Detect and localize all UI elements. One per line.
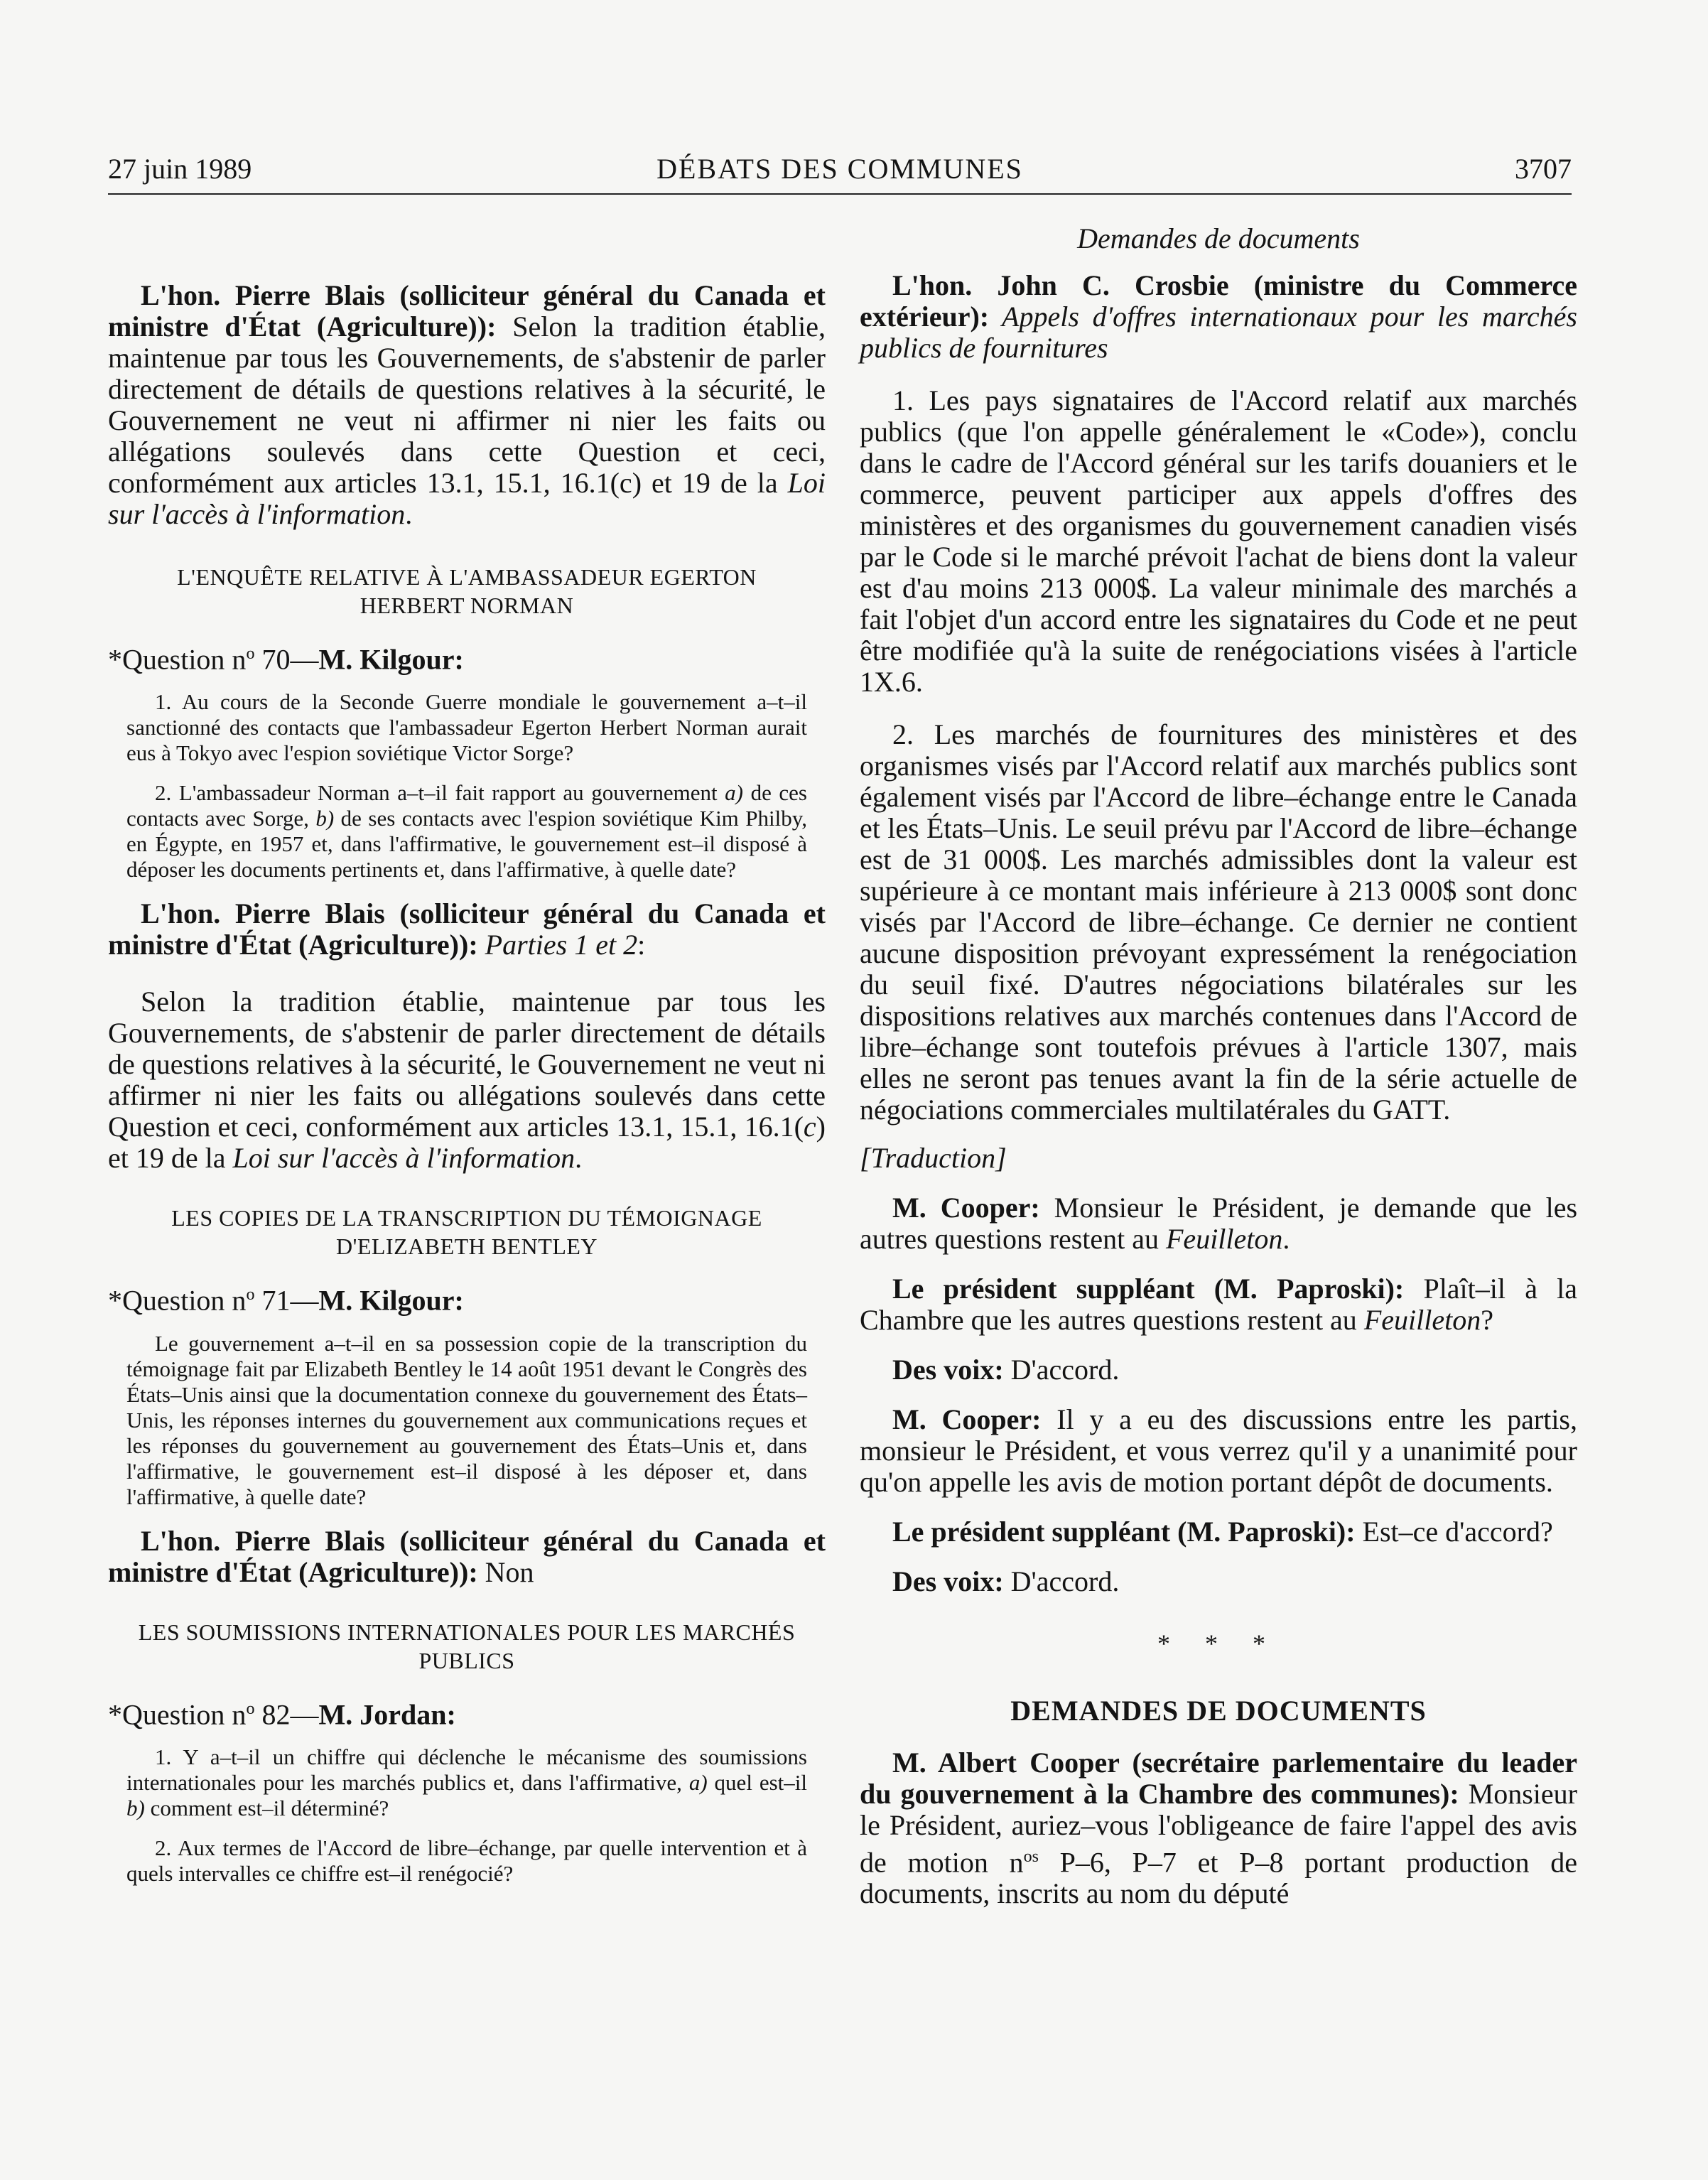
question-70-item-1: 1. Au cours de la Seconde Guerre mondiale le gouvernement a–t–il sanctionné des contacts que l'ambassadeur Egerton Herbert Norman aurait eus à Tokyo avec l'espion soviétique Victor Sorge?: [126, 689, 807, 766]
paragraph-cooper-1: M. Cooper: Monsieur le Président, je demande que les autres questions restent au Feuilleton.: [860, 1192, 1578, 1255]
paragraph-blais-answer: L'hon. Pierre Blais (solliciteur général du Canada et ministre d'État (Agriculture)): Selon la tradition établie, maintenue par tous les Gouvernements, de s'abstenir de parler directement de détails de questions relatives à la sécurité, le Gouvernement ne veut ni affirmer ni nier les faits ou allégations soulevés dans cette Question et ceci, conformément aux articles 13.1, 15.1, 16.1(c) et 19 de la Loi sur l'accès à l'information.: [108, 279, 826, 530]
left-column: [108, 220, 826, 1887]
page-number: 3707: [1515, 153, 1572, 185]
header-title: DÉBATS DES COMMUNES: [656, 153, 1023, 185]
question-82-heading: *Question $n^o$ 82—M. Jordan:: [108, 1698, 456, 1730]
speaker: L'hon. Pierre Blais (solliciteur général du Canada et ministre d'État (Agriculture)):: [108, 279, 826, 342]
question-70-item-2: 2. L'ambassadeur Norman a–t–il fait rapport au gouvernement a) de ces contacts avec Sorge, b) de ses contacts avec l'espion soviétique Kim Philby, en Égypte, en 1957 et, dans l'affirmative, le gouvernement est–il disposé à déposer les documents pertinents et, dans l'affirmative, à quelle date?: [126, 780, 807, 883]
paragraph-president-1: Le président suppléant (M. Paproski): Plaît–il à la Chambre que les autres questions restent au Feuilleton?: [860, 1273, 1578, 1336]
header-date: 27 juin 1989: [108, 153, 252, 185]
section-heading-norman: L'ENQUÊTE RELATIVE À L'AMBASSADEUR EGERTON HERBERT NORMAN: [177, 564, 757, 618]
paragraph-security-tradition: Selon la tradition établie, maintenue par tous les Gouvernements, de s'abstenir de parler directement de détails de questions relatives à la sécurité, le Gouvernement ne veut ni affirmer ni nier les faits ou allégations soulevés dans cette Question et ceci, conformément aux articles 13.1, 15.1, 16.1(c) et 19 de la Loi sur l'accès à l'information.: [108, 986, 826, 1175]
section-title-demandes: DEMANDES DE DOCUMENTS: [1010, 1695, 1427, 1727]
paragraph-blais-parts: L'hon. Pierre Blais (solliciteur général du Canada et ministre d'État (Agriculture)): Parties 1 et 2:: [108, 897, 826, 961]
question-82-item-1: 1. Y a–t–il un chiffre qui déclenche le mécanisme des soumissions internationales pour les marchés publics et, dans l'affirmative, a) quel est–il b) comment est–il déterminé?: [126, 1744, 807, 1820]
section-heading-bentley: LES COPIES DE LA TRANSCRIPTION DU TÉMOIGNAGE D'ELIZABETH BENTLEY: [171, 1205, 762, 1260]
paragraph-president-2: Le président suppléant (M. Paproski): Est–ce d'accord?: [892, 1516, 1553, 1548]
page-header: [108, 149, 1572, 195]
paragraph-cooper-2: M. Cooper: Il y a eu des discussions entre les partis, monsieur le Président, et vous verrez qu'il y a unanimité pour qu'on appelle les avis de motion portant dépôt de documents.: [860, 1403, 1577, 1498]
paragraph-blais-non: L'hon. Pierre Blais (solliciteur général du Canada et ministre d'État (Agriculture)): Non: [108, 1524, 826, 1588]
paragraph-voix-1: Des voix: D'accord.: [892, 1354, 1120, 1386]
section-separator: * * *: [1157, 1629, 1280, 1658]
subheading-demandes: Demandes de documents: [1077, 222, 1360, 254]
traduction-note: [Traduction]: [860, 1142, 1007, 1174]
paragraph-albert-cooper: M. Albert Cooper (secrétaire parlementaire du leader du gouvernement à la Chambre des communes): Monsieur le Président, auriez–vous l'obligeance de faire l'appel des avis de motion $n^{os}$ P–6, P–7 et P–8 portant production de documents, inscrits au nom du député: [860, 1747, 1577, 1910]
paragraph-code-2: 2. Les marchés de fournitures des ministères et des organismes visés par l'Accord relatif aux marchés publics sont également visés par l'Accord de libre–échange entre le Canada et les États–Unis. Le seuil prévu par l'Accord de libre–échange est de 31 000$. Les marchés admissibles dont la valeur est supérieure à ce montant mais inférieure à 213 000$ sont donc visés par l'Accord de libre–échange. Ce dernier ne contient aucune disposition prévoyant expressément la renégociation du seuil fixé. D'autres négociations bilatérales sur les dispositions relatives aux marchés contenues dans l'Accord de libre–échange sont toutefois prévues à l'article 1307, mais elles ne seront pas tenues avant la fin de la série actuelle de négociations commerciales multilatérales du GATT.: [860, 718, 1577, 1126]
right-column: [860, 220, 1577, 1909]
paragraph-voix-2: Des voix: D'accord.: [892, 1565, 1120, 1597]
paragraph-code-1: 1. Les pays signataires de l'Accord relatif aux marchés publics (que l'on appelle généralement le «Code»), conclu dans le cadre de l'Accord général sur les tarifs douaniers et le commerce, peuvent participer aux appels d'offres des ministères et des organismes du gouvernement canadien visés par le Code si le marché prévoit l'achat de biens dont la valeur est d'au moins 213 000$. La valeur minimale des marchés a fait l'objet d'un accord entre les signataires du Code et ne peut être modifiée qu'à la suite de renégociations visées à l'article 1X.6.: [860, 384, 1577, 698]
question-71-text: Le gouvernement a–t–il en sa possession copie de la transcription du témoignage fait par Elizabeth Bentley le 14 août 1951 devant le Congrès des États–Unis ainsi que la documentation connexe du gouvernement des États–Unis, les réponses internes du gouvernement aux communications reçues et les réponses du gouvernement au gouvernement des États–Unis et, dans l'affirmative, le gouvernement est–il disposé à les déposer et, dans l'affirmative, à quelle date?: [126, 1330, 807, 1509]
paragraph-crosbie: L'hon. John C. Crosbie (ministre du Commerce extérieur): Appels d'offres internationaux pour les marchés publics de fournitures: [860, 269, 1577, 364]
question-82-item-2: 2. Aux termes de l'Accord de libre–échange, par quelle intervention et à quels intervalles ce chiffre est–il renégocié?: [126, 1835, 807, 1886]
question-70-heading: *Question $n^o$ 70—M. Kilgour:: [108, 643, 464, 676]
question-71-heading: *Question $n^o$ 71—M. Kilgour:: [108, 1284, 464, 1317]
section-heading-soumissions: LES SOUMISSIONS INTERNATIONALES POUR LES MARCHÉS PUBLICS: [138, 1619, 796, 1673]
